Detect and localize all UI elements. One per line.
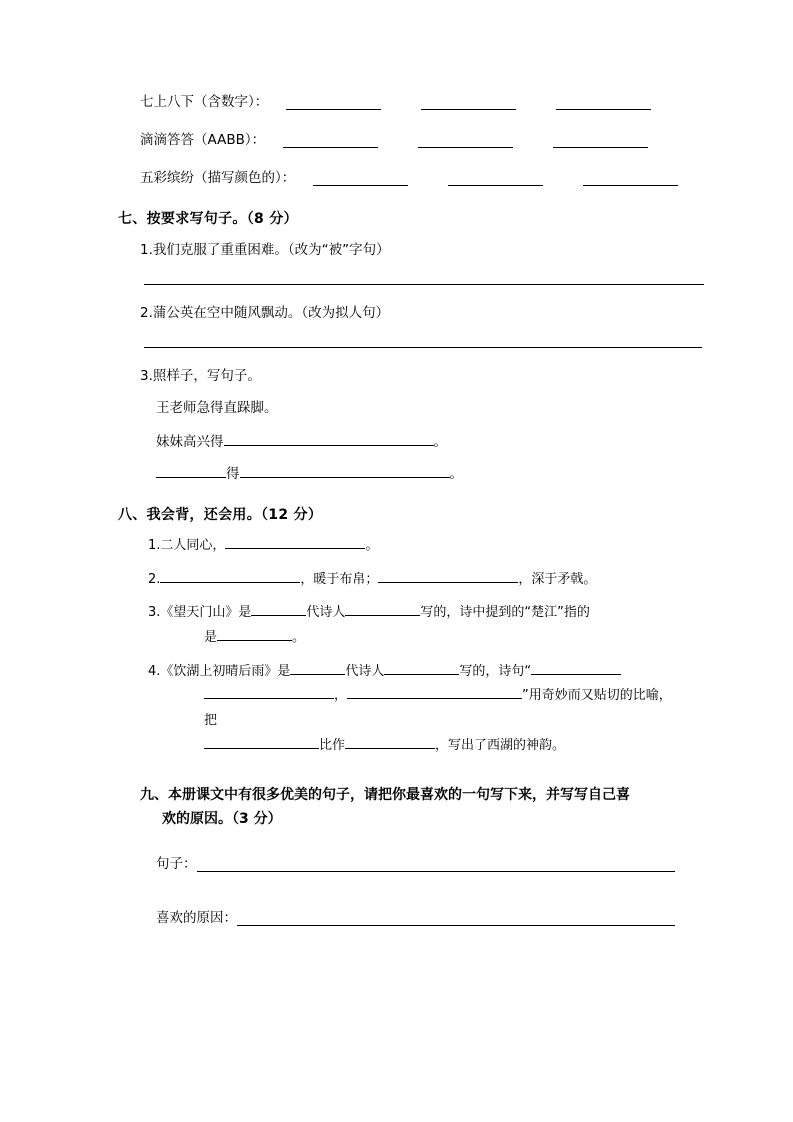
blank[interactable]	[290, 661, 345, 675]
text: 写的，诗中提到的“楚江”指的	[420, 605, 590, 621]
text: 2.	[148, 571, 161, 587]
idiom-blanks	[313, 172, 678, 187]
blank[interactable]	[384, 661, 459, 675]
answer-row-sentence	[118, 852, 675, 872]
text: ，暖于布帛；	[300, 571, 379, 587]
idiom-blanks	[286, 96, 675, 111]
blank[interactable]	[448, 172, 543, 187]
text: 代诗人	[345, 663, 385, 679]
text: 比作	[319, 737, 346, 753]
text: ，写出了西湖的神韵。	[435, 737, 566, 753]
section-title-8: 八、我会背，还会用。（12 分）	[118, 507, 323, 523]
blank[interactable]	[347, 685, 522, 699]
label-reason: 喜欢的原因：	[156, 909, 237, 926]
text: 。	[365, 538, 379, 553]
idiom-blanks	[283, 134, 675, 149]
fill-suffix: 。	[433, 434, 447, 450]
blank[interactable]	[556, 96, 651, 111]
idiom-label: 七上八下（含数字）：	[140, 94, 269, 110]
idiom-row	[118, 90, 675, 110]
blank[interactable]	[197, 857, 676, 872]
text: ，深于矛戟。	[518, 571, 597, 587]
question-7-3: 3.照样子，写句子。	[140, 368, 261, 384]
question-8-3-cont	[148, 626, 675, 651]
section-9-line1: 九、本册课文中有很多优美的句子，请把你最喜欢的一句写下来，并写写自己喜	[140, 786, 630, 803]
section-9-line2: 欢的原因。（3 分）	[162, 811, 282, 827]
answer-row-reason	[118, 906, 675, 926]
question-8-4-cont	[148, 684, 675, 733]
blank[interactable]	[251, 602, 306, 616]
fill-prefix: 妹妹高兴得	[156, 434, 224, 450]
section-title-7: 七、按要求写句子。（8 分）	[118, 211, 298, 227]
idiom-row	[118, 166, 675, 186]
label-sentence: 句子：	[156, 855, 197, 872]
blank[interactable]	[286, 96, 381, 111]
blank[interactable]	[583, 172, 678, 187]
blank[interactable]	[204, 685, 334, 699]
blank[interactable]	[283, 134, 378, 149]
idiom-label: 五彩缤纷（描写颜色的）：	[140, 170, 296, 186]
blank[interactable]	[553, 134, 648, 149]
idiom-row	[118, 128, 675, 148]
blank[interactable]	[345, 735, 435, 749]
fill-line-2	[118, 462, 675, 482]
question-8-3	[118, 601, 675, 650]
blank[interactable]	[531, 661, 621, 675]
blank[interactable]	[224, 432, 434, 447]
text: 写的，诗句“	[459, 663, 532, 679]
question-7-2: 2.蒲公英在空中随风飘动。（改为拟人句）	[140, 305, 390, 321]
text: ，	[334, 688, 348, 704]
blank[interactable]	[313, 172, 408, 187]
answer-line[interactable]	[144, 347, 702, 348]
blank[interactable]	[345, 602, 420, 616]
blank[interactable]	[418, 134, 513, 149]
text: 是	[204, 630, 218, 646]
blank[interactable]	[378, 569, 518, 583]
text: 3.《望天门山》是	[148, 605, 252, 621]
answer-line[interactable]	[144, 284, 704, 285]
section-title-9	[118, 783, 675, 832]
blank[interactable]	[421, 96, 516, 111]
blank[interactable]	[217, 627, 292, 641]
text: ”用奇妙而又贴切的比喻，把	[204, 688, 672, 729]
sample-sentence: 王老师急得直跺脚。	[156, 400, 278, 416]
idiom-label: 滴滴答答（AABB）：	[140, 132, 266, 148]
blank[interactable]	[156, 464, 226, 479]
blank[interactable]	[160, 569, 300, 583]
question-8-2	[118, 568, 675, 593]
blank[interactable]	[225, 535, 365, 549]
text: 4.《饮湖上初晴后雨》是	[148, 663, 291, 679]
question-8-1	[118, 534, 675, 559]
question-7-1: 1.我们克服了重重困难。（改为“被”字句）	[140, 242, 390, 258]
blank[interactable]	[237, 911, 675, 926]
question-8-4	[118, 660, 675, 759]
blank[interactable]	[204, 735, 319, 749]
text: 。	[292, 630, 306, 646]
text: 代诗人	[306, 605, 346, 621]
text: 1.二人同心，	[148, 538, 226, 553]
question-8-4-cont2	[148, 734, 675, 759]
fill-mid: 得	[226, 466, 240, 482]
fill-suffix: 。	[449, 466, 463, 482]
fill-line-1	[118, 430, 675, 450]
blank[interactable]	[240, 464, 450, 479]
